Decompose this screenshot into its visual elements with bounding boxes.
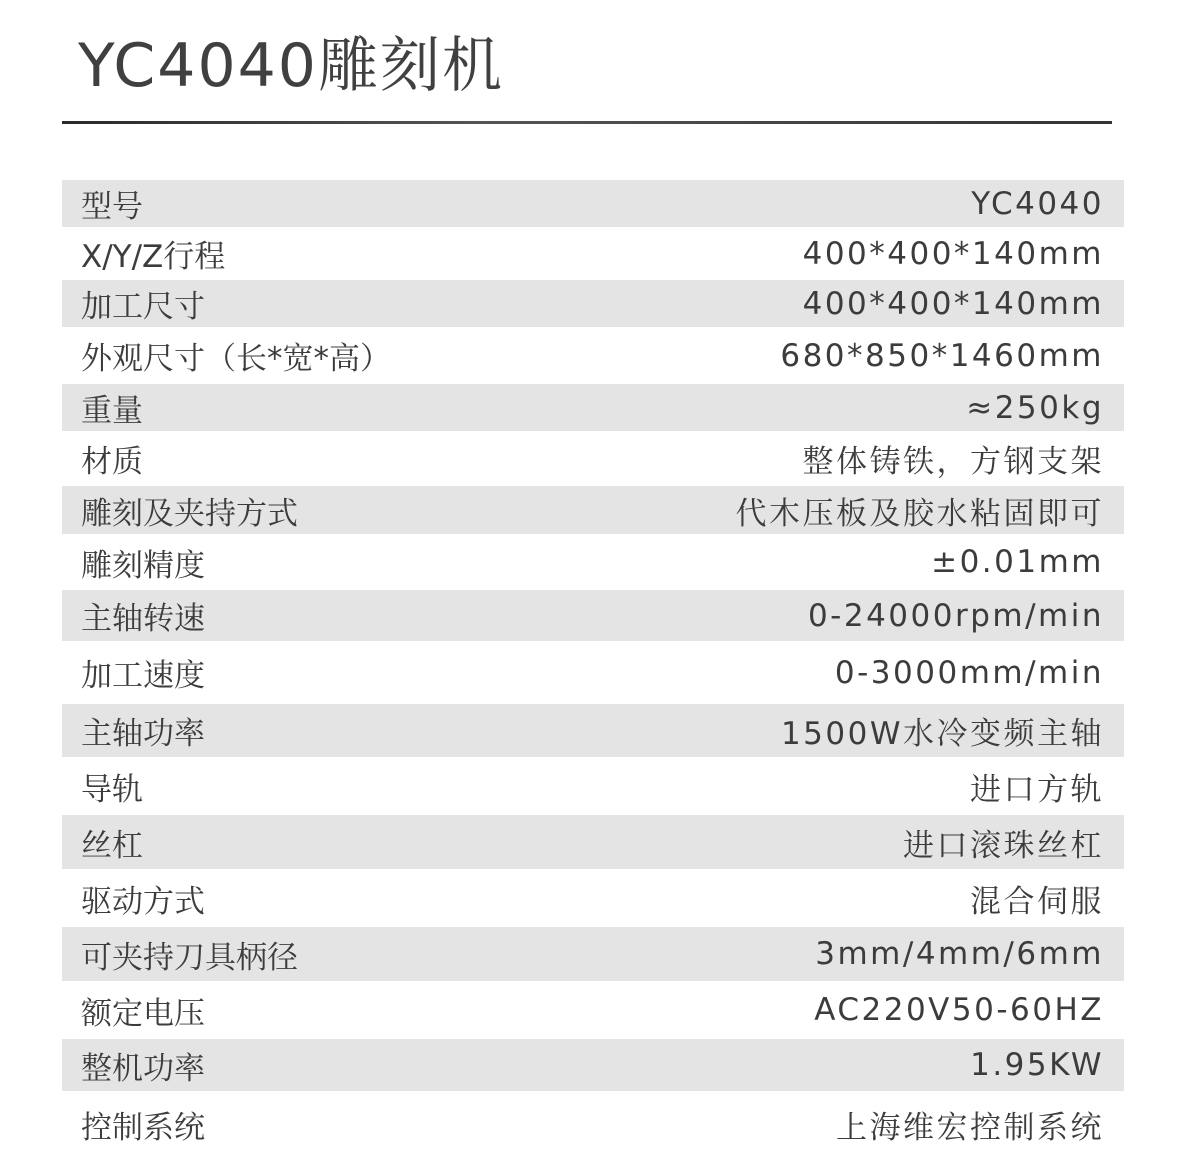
spec-value: 代木压板及胶水粘固即可 (735, 495, 1104, 532)
spec-label: 材质 (81, 444, 143, 480)
spec-value: 混合伺服 (970, 883, 1104, 920)
spec-value: 1.95KW (970, 1047, 1104, 1083)
spec-value: 400*400*140mm (802, 285, 1104, 322)
spec-value: 1500W水冷变频主轴 (780, 716, 1104, 752)
spec-row (62, 1091, 1124, 1157)
spec-value: 0-24000rpm/min (807, 597, 1104, 634)
spec-row (62, 384, 1124, 431)
spec-row (62, 280, 1124, 327)
spec-row (62, 704, 1124, 757)
title-divider (62, 121, 1112, 124)
spec-value: 上海维宏控制系统 (836, 1109, 1104, 1146)
spec-label: 主轴转速 (81, 601, 205, 637)
spec-row (62, 590, 1124, 641)
spec-label: 重量 (81, 393, 143, 429)
spec-label: 额定电压 (81, 995, 205, 1032)
spec-row (62, 327, 1124, 384)
spec-value: ≈250kg (966, 389, 1104, 426)
spec-row (62, 180, 1124, 227)
spec-row (62, 227, 1124, 280)
spec-label: 可夹持刀具柄径 (81, 939, 298, 976)
spec-row (62, 486, 1124, 534)
spec-row (62, 641, 1124, 704)
spec-label: 加工尺寸 (81, 289, 205, 325)
spec-value: 进口方轨 (970, 771, 1104, 808)
spec-label: 型号 (81, 189, 143, 225)
spec-label: 驱动方式 (81, 883, 205, 920)
spec-label: 控制系统 (81, 1109, 205, 1146)
spec-label: X/Y/Z行程 (81, 239, 226, 275)
spec-value: ±0.01mm (931, 544, 1104, 580)
spec-value: 进口滚珠丝杠 (903, 827, 1104, 864)
spec-row (62, 815, 1124, 869)
spec-row (62, 927, 1124, 981)
spec-label: 丝杠 (81, 827, 143, 864)
spec-row (62, 534, 1124, 590)
spec-label: 雕刻及夹持方式 (81, 495, 298, 532)
spec-label: 加工速度 (81, 658, 205, 694)
spec-value: 400*400*140mm (802, 235, 1104, 272)
spec-value: 整体铸铁，方钢支架 (802, 444, 1104, 480)
spec-value: 680*850*1460mm (780, 337, 1104, 374)
spec-value: AC220V50-60HZ (814, 992, 1104, 1028)
spec-value: 0-3000mm/min (834, 654, 1104, 691)
spec-value: YC4040 (971, 185, 1104, 222)
page-title: YC4040雕刻机 (78, 31, 504, 101)
spec-row (62, 1039, 1124, 1091)
spec-value: 3mm/4mm/6mm (815, 936, 1104, 972)
spec-row (62, 869, 1124, 927)
spec-label: 外观尺寸（长*宽*高） (81, 341, 391, 377)
spec-row (62, 431, 1124, 486)
spec-label: 主轴功率 (81, 716, 205, 752)
spec-row (62, 981, 1124, 1039)
spec-label: 导轨 (81, 771, 143, 808)
spec-table (62, 180, 1124, 1157)
spec-row (62, 757, 1124, 815)
spec-label: 整机功率 (81, 1050, 205, 1087)
spec-label: 雕刻精度 (81, 547, 205, 584)
